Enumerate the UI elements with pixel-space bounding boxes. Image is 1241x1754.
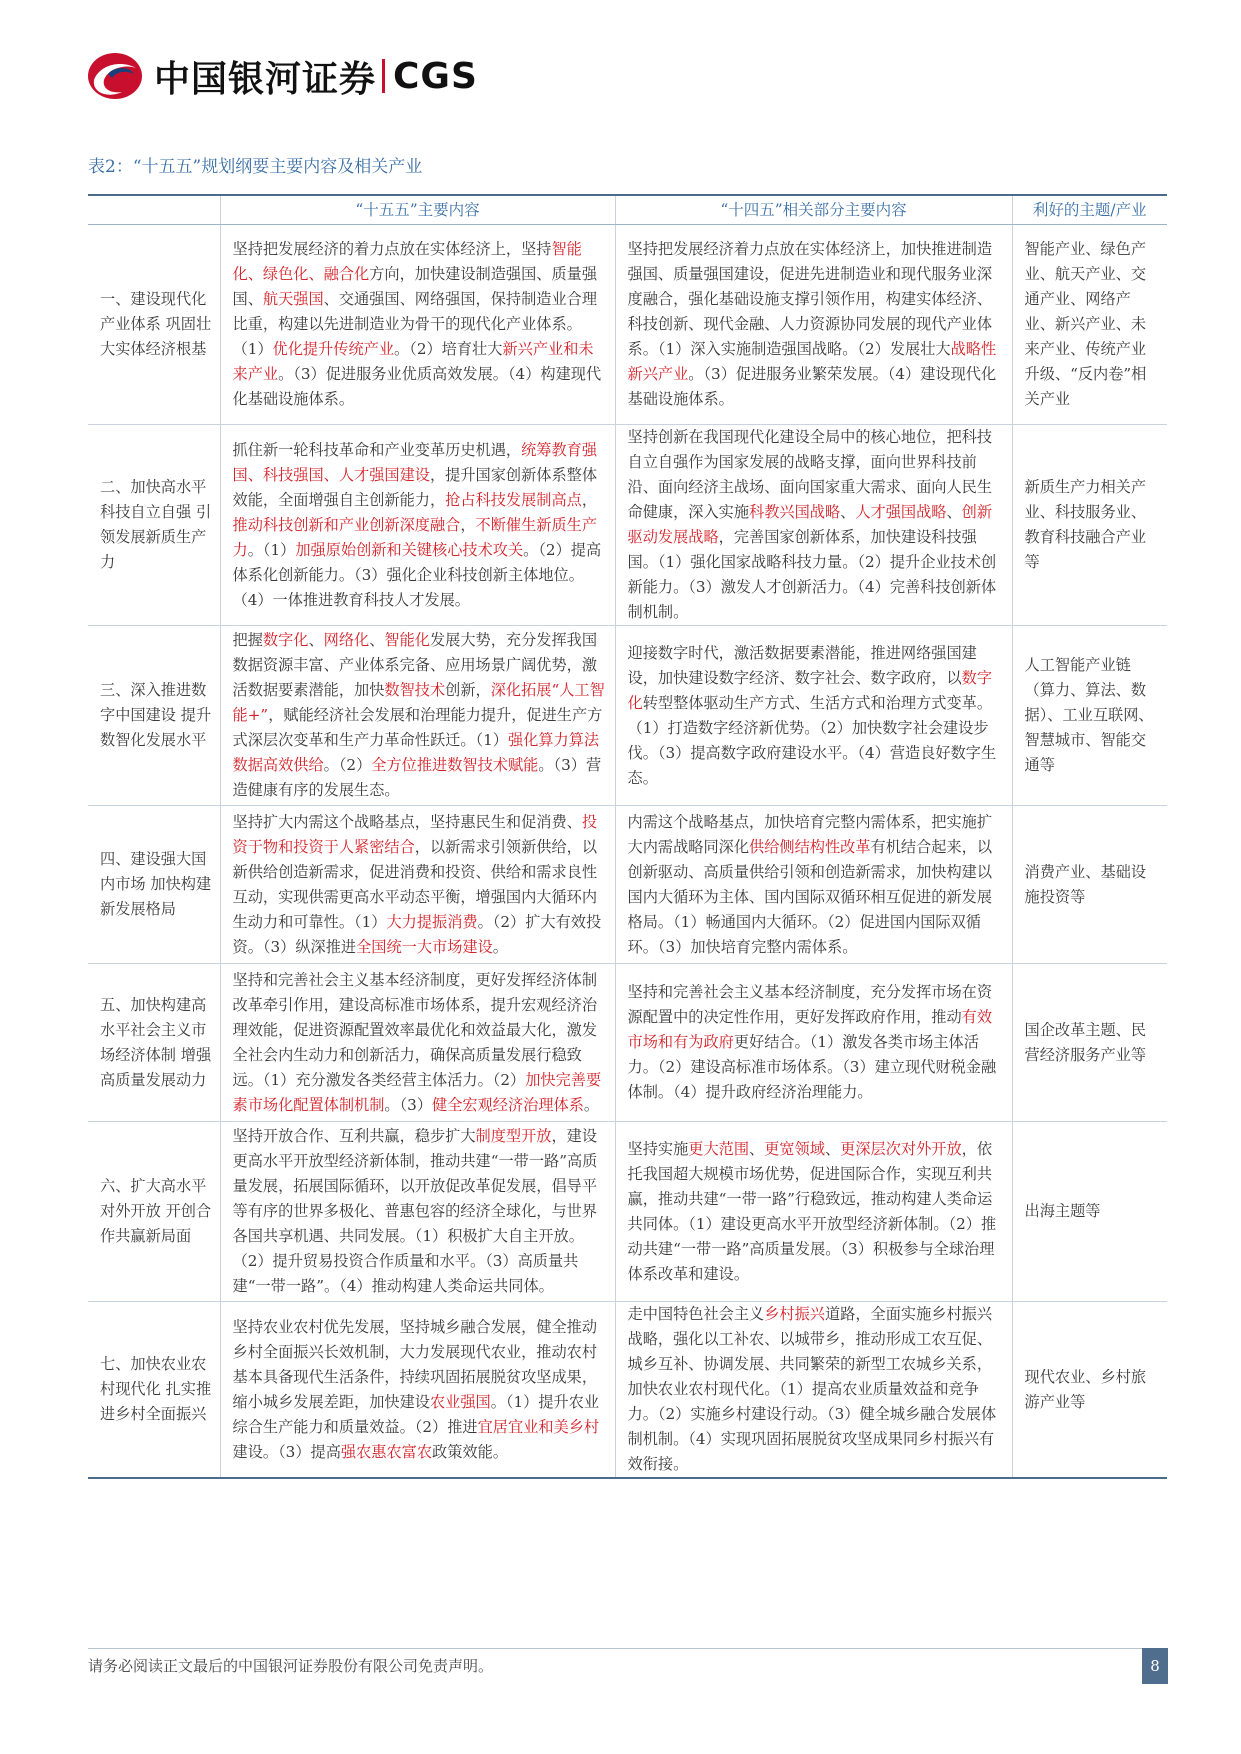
benefit-industries: 国企改革主题、民营经济服务产业等 (1012, 964, 1167, 1122)
highlight-text: 科教兴国战略 (749, 503, 841, 521)
highlight-text: 战略性新兴产业 (627, 340, 997, 383)
table-row (88, 964, 1167, 1122)
table-row (88, 1122, 1167, 1302)
body-text: 。 (492, 937, 508, 956)
body-text: 、 (308, 631, 324, 649)
benefit-industries: 人工智能产业链（算力、算法、数据）、工业互联网、智慧城市、智能交通等 (1012, 626, 1167, 806)
body-text: 转型整体驱动生产方式、生活方式和治理方式变革。（1）打造数字经济新优势。（2）加快数字社会建设步伐。（3）提高数字政府建设水平。（4）营造良好数字生态。 (627, 693, 997, 787)
body-text: 、 (369, 631, 385, 649)
body-text: 。（2） (323, 756, 372, 774)
logo-separator (382, 59, 385, 93)
highlight-text: 全国统一大市场建设 (356, 937, 493, 956)
body-text: 坚持实施 (627, 1139, 689, 1158)
highlight-text: 全方位推进数智技术赋能 (371, 756, 539, 774)
body-text: 道路，全面实施乡村振兴战略，强化以工补农、以城带乡，推动形成工农互促、城乡互补、协调发展、共同繁荣的新型工农城乡关系，加快农业农村现代化。（1）提高农业质量效益和竞争力。（2）实施乡村建设行动。（3）健全城乡融合发展体制机制。（4）实现巩固拓展脱贫攻坚成果同乡村振兴有效衔接。 (627, 1305, 997, 1473)
body-text: 。（1） (247, 540, 296, 559)
body-text: 。（3）促进服务业繁荣发展。（4）建设现代化基础设施体系。 (627, 365, 997, 408)
highlight-text: 不断催生新质生产力 (232, 515, 597, 559)
body-text: 内需这个战略基点，加快培育完整内需体系，把实施扩大内需战略同深化 (627, 812, 992, 856)
content-15th-plan (220, 1122, 615, 1302)
body-text: 坚持把发展经济的着力点放在实体经济上，坚持 (232, 240, 552, 258)
body-text: 坚持和完善社会主义基本经济制度，充分发挥市场在资源配置中的决定性作用，更好发挥政府作用，推动 (627, 983, 992, 1026)
cgs-swirl-icon (86, 50, 144, 102)
highlight-text: 数字化 (262, 631, 309, 649)
highlight-text: 供给侧结构性改革 (749, 837, 871, 856)
content-14th-plan (615, 806, 1012, 964)
content-14th-plan (615, 626, 1012, 806)
content-15th-plan (220, 626, 615, 806)
content-15th-plan (220, 964, 615, 1122)
highlight-text: 新兴产业和未来产业 (232, 340, 594, 383)
section-title: 四、建设强大国内市场 加快构建新发展格局 (88, 806, 220, 964)
highlight-text: 数智技术 (384, 681, 446, 699)
highlight-text: 航天强国 (262, 290, 324, 308)
logo-text-en: CGS (393, 55, 478, 97)
table-row (88, 225, 1167, 425)
highlight-text: 强化算力算法数据高效供给 (232, 731, 600, 774)
body-text: 、 (824, 1139, 841, 1158)
body-text: 、 (840, 503, 856, 521)
header-15th-plan: “十五五”主要内容 (220, 195, 615, 225)
section-title: 二、加快高水平科技自立自强 引领发展新质生产力 (88, 425, 220, 626)
content-14th-plan (615, 1302, 1012, 1479)
body-text: 走中国特色社会主义 (627, 1305, 765, 1323)
benefit-industries: 新质生产力相关产业、科技服务业、教育科技融合产业等 (1012, 425, 1167, 626)
benefit-industries: 出海主题等 (1012, 1122, 1167, 1302)
section-title: 七、加快农业农村现代化 扎实推进乡村全面振兴 (88, 1302, 220, 1479)
body-text: 建设。（3）提高 (232, 1442, 341, 1461)
benefit-industries: 消费产业、基础设施投资等 (1012, 806, 1167, 964)
body-text: ，赋能经济社会发展和治理能力提升，促进生产方式深层次变革和生产力革命性跃迁。（1） (232, 706, 603, 749)
body-text: 坚持农业农村优先发展，坚持城乡融合发展，健全推动乡村全面振兴长效机制，大力发展现代农业，推动农村基本具备现代生活条件，持续巩固拓展脱贫攻坚成果，缩小城乡发展差距，加快建设 (232, 1317, 597, 1411)
body-text: 坚持开放合作、互利共赢，稳步扩大 (232, 1127, 476, 1145)
section-title: 六、扩大高水平对外开放 开创合作共赢新局面 (88, 1122, 220, 1302)
footer-disclaimer: 请务必阅读正文最后的中国银河证券股份有限公司免责声明。 (88, 1657, 494, 1675)
body-text: 把握 (232, 631, 263, 649)
highlight-text: 统筹教育强国、科技强国、人才强国建设 (232, 440, 597, 484)
section-title: 一、建设现代化产业体系 巩固壮大实体经济根基 (88, 225, 220, 425)
body-text: 迎接数字时代，激活数据要素潜能，推进网络强国建设，加快建设数字经济、数字社会、数字政府，以 (627, 643, 977, 687)
header-benefit: 利好的主题/产业 (1012, 195, 1167, 225)
section-title: 三、深入推进数字中国建设 提升数智化发展水平 (88, 626, 220, 806)
table-row (88, 626, 1167, 806)
body-text: 、交通强国、网络强国，保持制造业合理比重，构建以先进制造业为骨干的现代化产业体系。（1） (232, 290, 597, 358)
benefit-industries: 现代农业、乡村旅游产业等 (1012, 1302, 1167, 1479)
highlight-text: 抢占科技发展制高点 (445, 490, 582, 509)
section-title: 五、加快构建高水平社会主义市场经济体制 增强高质量发展动力 (88, 964, 220, 1122)
body-text: ， (460, 515, 476, 534)
highlight-text: 网络化 (323, 631, 370, 649)
table-row (88, 1302, 1167, 1479)
highlight-text: 乡村振兴 (764, 1305, 825, 1323)
page-number: 8 (1142, 1648, 1168, 1684)
highlight-text: 制度型开放 (475, 1127, 552, 1145)
table-row (88, 806, 1167, 964)
footer-divider (88, 1648, 1168, 1649)
table-header-row (88, 195, 1167, 225)
body-text: ，建设更高水平开放型经济新体制，推动共建“一带一路”高质量发展，拓展国际循环，以开放促改革促发展，倡导平等有序的世界多极化、普惠包容的经济全球化，与世界各国共享机遇、共同发展。（1）积极扩大自主开放。（2）提升贸易投资合作质量和水平。（3）高质量共建“一带一路”。（4）推动构建人类命运共同体。 (232, 1127, 598, 1295)
header-blank (88, 195, 220, 225)
body-text: 坚持和完善社会主义基本经济制度，更好发挥经济体制改革牵引作用，建设高标准市场体系，提升宏观经济治理效能，促进资源配置效率最优化和效益最大化，激发全社会内生动力和创新活力，确保高质量发展行稳致远。（1）充分激发各类经营主体活力。（2） (232, 970, 597, 1089)
body-text: 方向，加快建设制造强国、质量强国、 (232, 265, 597, 308)
table-row (88, 425, 1167, 626)
body-text: ，以新需求引领新供给，以新供给创造新需求，促进消费和投资、供给和需求良性互动，实现供需更高水平动态平衡，增强国内大循环内生动力和可靠性。（1） (232, 837, 597, 931)
highlight-text: 加快完善要素市场化配置体制机制 (232, 1070, 602, 1114)
body-text: 发展大势，充分发挥我国数据资源丰富、产业体系完备、应用场景广阔优势，激活数据要素潜能，加快 (232, 631, 597, 699)
highlight-text: 更大范围 (688, 1139, 749, 1158)
body-text: ， (581, 490, 597, 509)
content-15th-plan (220, 425, 615, 626)
benefit-industries: 智能产业、绿色产业、航天产业、交通产业、网络产业、新兴产业、未来产业、传统产业升级、“反内卷”相关产业 (1012, 225, 1167, 425)
highlight-text: 智能化、绿色化、融合化 (232, 240, 582, 283)
highlight-text: 加强原始创新和关键核心技术攻关 (295, 540, 524, 559)
highlight-text: 更宽领域 (764, 1139, 825, 1158)
body-text: 坚持把发展经济着力点放在实体经济上，加快推进制造强国、质量强国建设，促进先进制造业和现代服务业深度融合，强化基础设施支撑引领作用，构建实体经济、科技创新、现代金融、人力资源协同发展的现代产业体系。（1）深入实施制造强国战略。（2）发展壮大 (627, 240, 992, 358)
body-text: 。（2）培育壮大 (394, 340, 503, 358)
highlight-text: 数字化 (627, 668, 992, 712)
highlight-text: 农业强国 (429, 1392, 491, 1411)
body-text: 、 (946, 503, 962, 521)
content-14th-plan (615, 1122, 1012, 1302)
highlight-text: 智能化 (384, 631, 430, 649)
body-text: 坚持创新在我国现代化建设全局中的核心地位，把科技自立自强作为国家发展的战略支撑，面向世界科技前沿、面向经济主战场、面向国家重大需求、面向人民生命健康，深入实施 (627, 428, 992, 521)
body-text: ，提升国家创新体系整体效能，全面增强自主创新能力， (232, 465, 597, 509)
content-14th-plan (615, 225, 1012, 425)
content-15th-plan (220, 1302, 615, 1479)
body-text: ，完善国家创新体系，加快建设科技强国。（1）强化国家战略科技力量。（2）提升企业技术创新能力。（3）激发人才创新活力。（4）完善科技创新体制机制。 (627, 528, 997, 621)
body-text: 抓住新一轮科技革命和产业变革历史机遇， (232, 440, 522, 459)
highlight-text: 更深层次对外开放 (840, 1139, 962, 1158)
body-text: 有机结合起来，以创新驱动、高质量供给引领和创造新需求，加快构建以国内大循环为主体、国内国际双循环相互促进的新发展格局。（1）畅通国内大循环。（2）促进国内国际双循环。（3）加快培育完整内需体系。 (627, 837, 992, 956)
highlight-text: 优化提升传统产业 (272, 340, 395, 358)
body-text: 。 (583, 1095, 600, 1114)
highlight-text: 健全宏观经济治理体系 (432, 1095, 584, 1114)
highlight-text: 投资于物和投资于人紧密结合 (232, 812, 597, 856)
body-text: 。（3）促进服务业优质高效发展。（4）构建现代化基础设施体系。 (232, 365, 602, 408)
content-14th-plan (615, 964, 1012, 1122)
highlight-text: 创新驱动发展战略 (627, 503, 992, 546)
highlight-text: 大力提振消费 (386, 912, 478, 931)
highlight-text: 宜居宜业和美乡村 (477, 1417, 600, 1436)
content-14th-plan (615, 425, 1012, 626)
highlight-text: 强农惠农富农 (340, 1442, 433, 1461)
body-text: 、 (749, 1139, 765, 1158)
body-text: 。（3）营造健康有序的发展生态。 (232, 756, 602, 799)
table-caption: 表2：“十五五”规划纲要主要内容及相关产业 (88, 157, 423, 177)
highlight-text: 有效市场和有为政府 (627, 1008, 992, 1051)
body-text: 。（3） (384, 1095, 433, 1114)
content-15th-plan (220, 225, 615, 425)
body-text: ，依托我国超大规模市场优势，促进国际合作，实现互利共赢，推动共建“一带一路”行稳致远，推动构建人类命运共同体。（1）建设更高水平开放型经济新体制。（2）推动共建“一带一路”高质量发展。（3）积极参与全球治理体系改革和建设。 (627, 1139, 997, 1283)
body-text: 。（1）提升农业综合生产能力和质量效益。（2）推进 (232, 1392, 600, 1436)
highlight-text: 人才强国战略 (855, 503, 947, 521)
body-text: 。（2）提高体系化创新能力。（3）强化企业科技创新主体地位。（4）一体推进教育科技人才发展。 (232, 540, 602, 609)
body-text: 坚持扩大内需这个战略基点，坚持惠民生和促消费、 (232, 812, 582, 831)
content-15th-plan (220, 806, 615, 964)
header-14th-plan: “十四五”相关部分主要内容 (615, 195, 1012, 225)
highlight-text: 推动科技创新和产业创新深度融合 (232, 515, 461, 534)
body-text: 政策效能。 (432, 1442, 508, 1461)
body-text: 。（2）扩大有效投资。（3）纵深推进 (232, 912, 602, 956)
company-logo (86, 48, 478, 104)
body-text: 创新， (445, 681, 491, 699)
body-text: 更好结合。（1）激发各类市场主体活力。（2）建设高标准市场体系。（3）建立现代财税金融体制。（4）提升政府经济治理能力。 (627, 1033, 997, 1101)
highlight-text: 深化拓展“人工智能+” (232, 681, 605, 724)
logo-text-cn: 中国银河证券 (154, 58, 377, 100)
plan-comparison-table (88, 194, 1167, 1479)
